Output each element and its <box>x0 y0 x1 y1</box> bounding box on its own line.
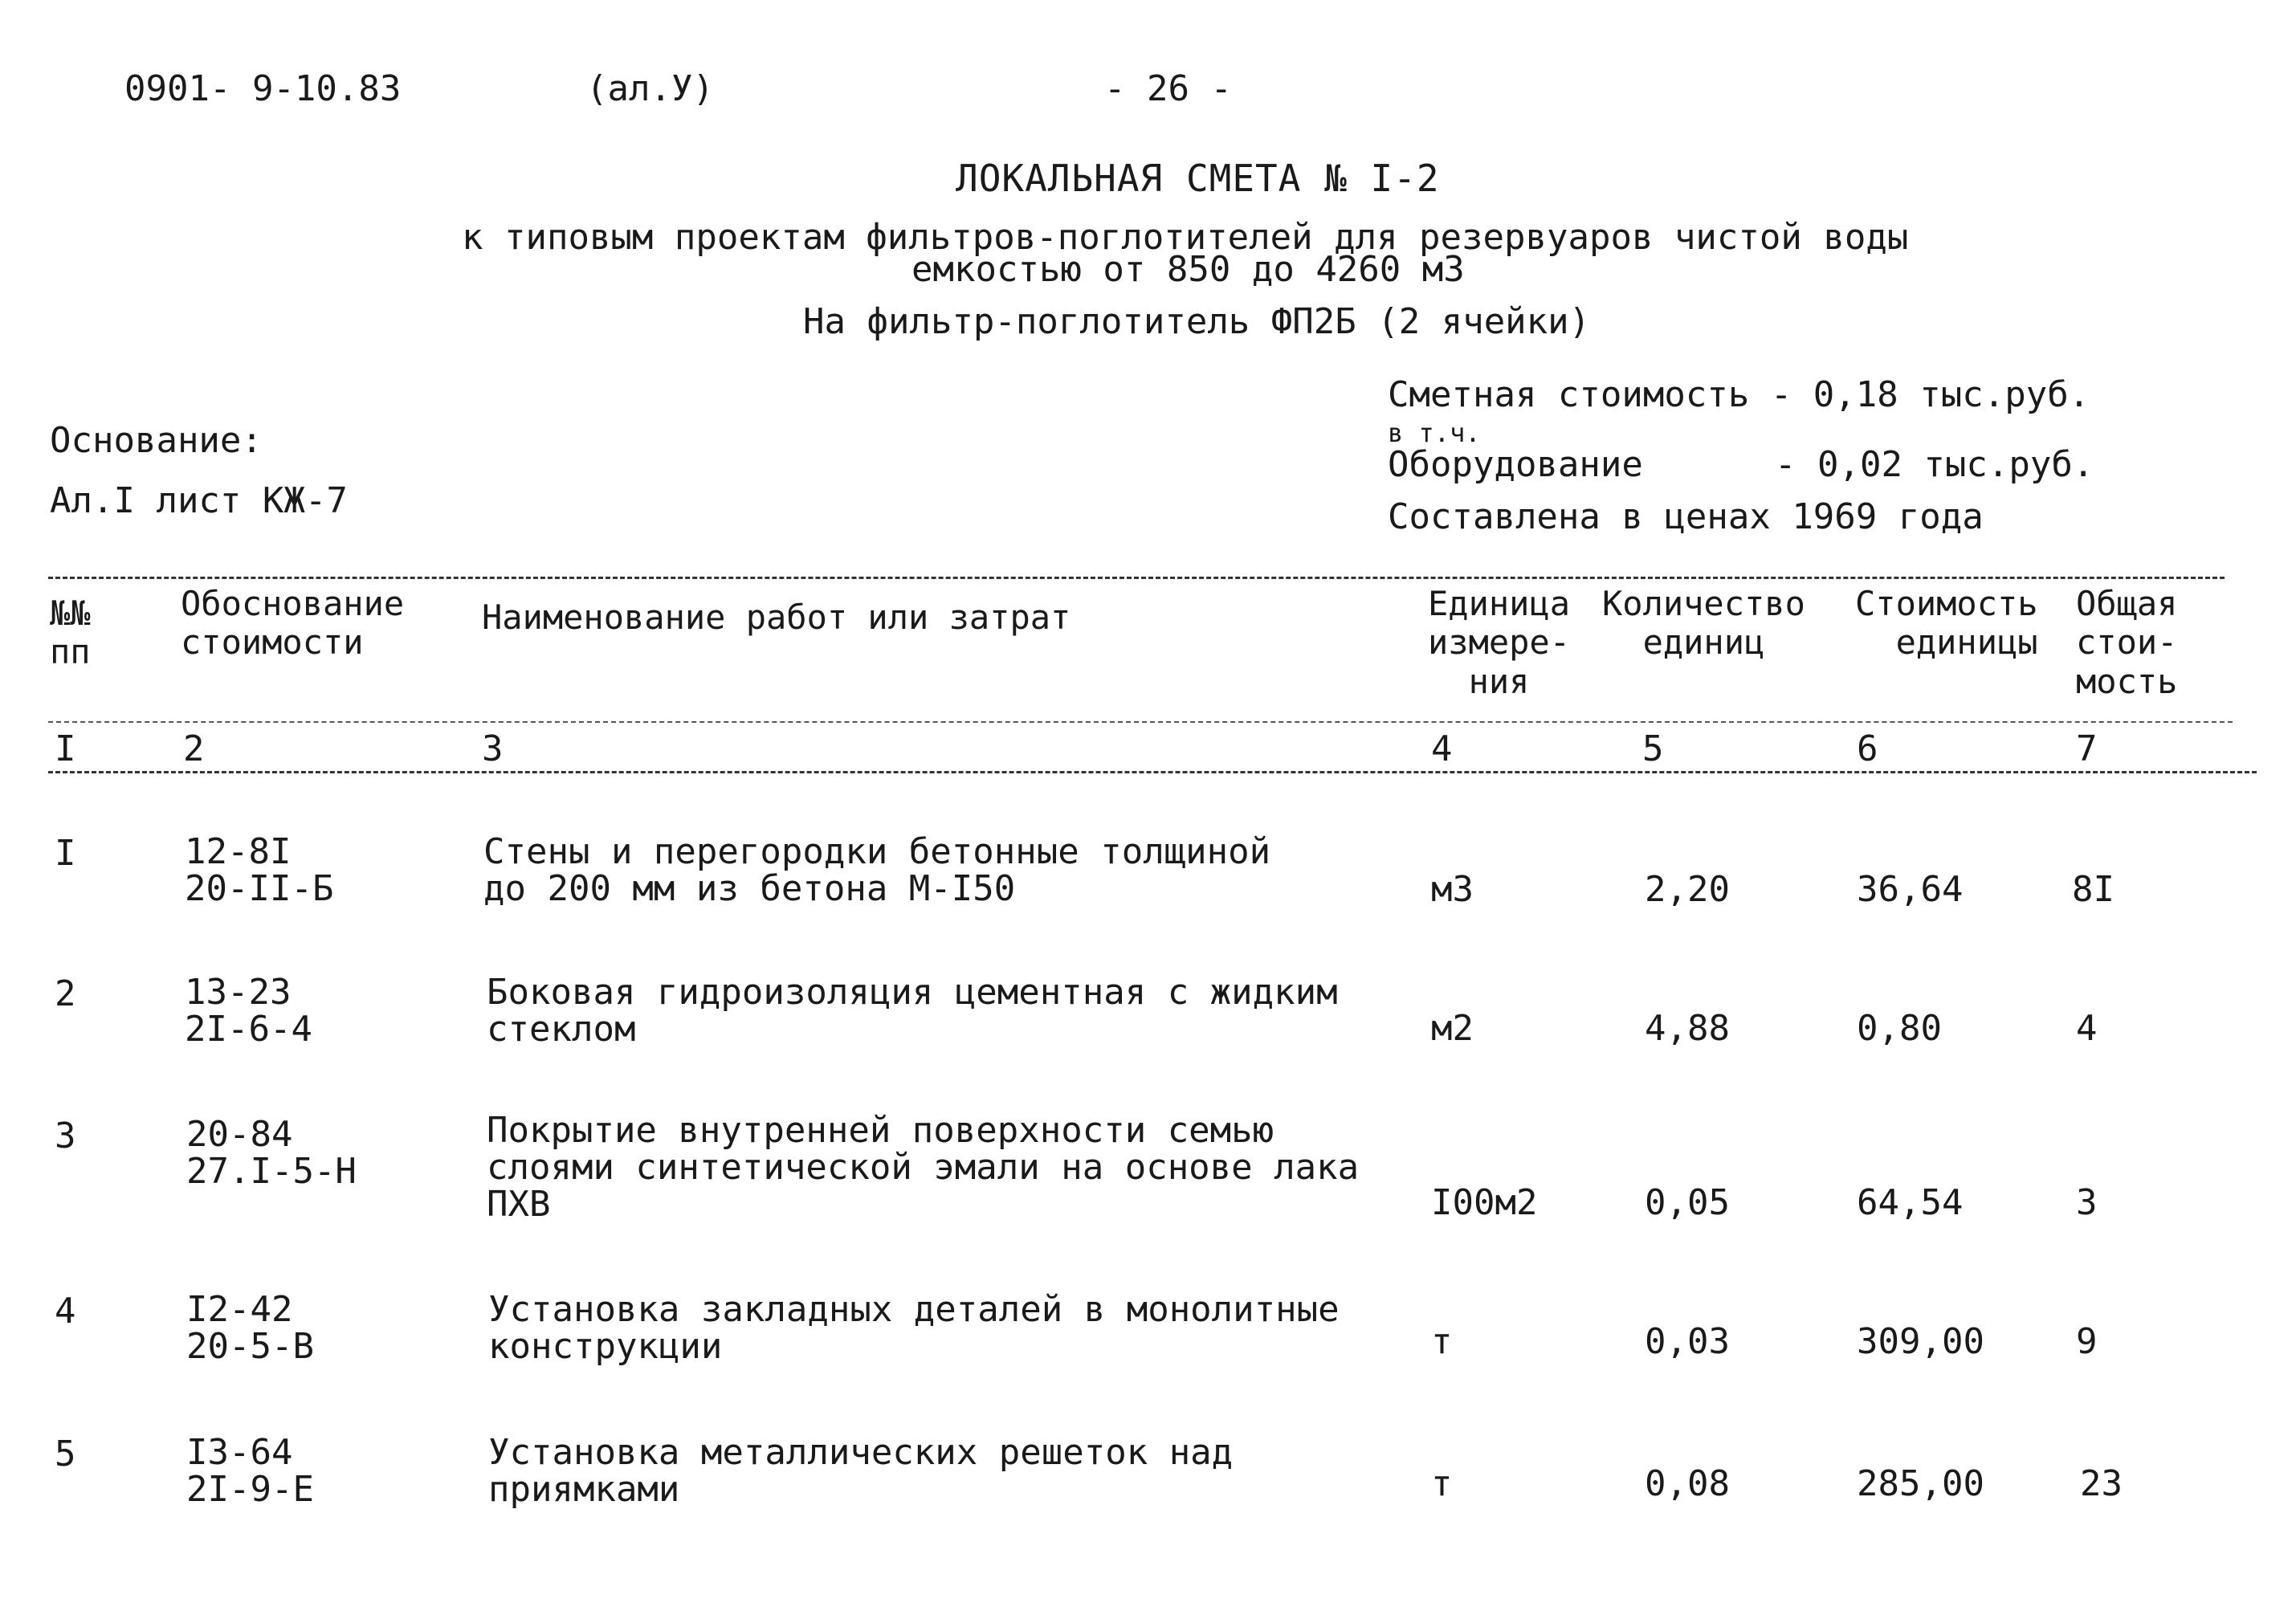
header-col-1-line: №№ <box>50 593 91 633</box>
header-col-7 <box>2076 585 2177 701</box>
row-basis <box>185 831 334 910</box>
row-basis <box>186 1432 314 1511</box>
header-col-6-line: единицы <box>1895 622 2038 663</box>
header-col-3-line: Наименование работ или затрат <box>482 598 1071 637</box>
row-quantity: 4,88 <box>1645 1008 1730 1049</box>
row-quantity: 0,03 <box>1645 1321 1730 1362</box>
header-col-7-line: мость <box>2076 661 2178 701</box>
row-total: 23 <box>2080 1463 2123 1504</box>
header-col-5-line: единиц <box>1642 622 1765 663</box>
row-quantity: 0,05 <box>1645 1182 1730 1223</box>
header-col-4-line: Единица <box>1428 584 1571 623</box>
equipment-label: Оборудование <box>1388 444 1643 485</box>
row-basis-line: I2-42 <box>186 1289 293 1330</box>
row-work-name-line: приямками <box>488 1469 680 1511</box>
row-quantity: 0,08 <box>1645 1463 1730 1504</box>
row-work-name-line: слоями синтетической эмали на основе лака <box>487 1147 1360 1189</box>
row-work-name <box>488 1432 1234 1511</box>
table-top-rule <box>48 577 2225 579</box>
row-unit-price: 36,64 <box>1857 869 1964 910</box>
row-number: 2 <box>55 973 76 1014</box>
estimate-subtitle-line2: емкостью от 850 до 4260 м3 <box>911 249 1465 290</box>
row-basis <box>186 1289 314 1368</box>
estimated-cost: Сметная стоимость - 0,18 тыс.руб. <box>1388 374 2090 415</box>
basis-value: Ал.I лист КЖ-7 <box>50 480 348 521</box>
col-number-1: I <box>55 728 76 769</box>
row-work-name-line: Установка закладных деталей в монолитные <box>488 1289 1340 1330</box>
row-unit: т <box>1431 1463 1453 1504</box>
row-work-name-line: Установка металлических решеток над <box>488 1432 1234 1473</box>
row-total: 9 <box>2076 1321 2098 1362</box>
equipment-cost: - 0,02 тыс.руб. <box>1775 444 2094 485</box>
header-col-4-line: измере- <box>1428 622 1571 663</box>
row-number: 4 <box>55 1291 76 1332</box>
row-basis-line: 2I-6-4 <box>185 1009 312 1050</box>
basis-label: Основание: <box>50 420 263 461</box>
row-work-name-line: Покрытие внутренней поверхности семью <box>487 1110 1274 1151</box>
row-total: 8I <box>2072 869 2115 910</box>
row-basis-line: 20-84 <box>186 1114 293 1155</box>
row-unit: м2 <box>1431 1008 1474 1049</box>
price-level: Составлена в ценах 1969 года <box>1388 496 1984 537</box>
row-basis-line: 27.I-5-Н <box>186 1151 357 1193</box>
table-header-rule <box>48 721 2233 723</box>
col-number-2: 2 <box>183 728 205 769</box>
column-numbers-rule <box>48 771 2257 773</box>
row-unit: т <box>1431 1321 1453 1362</box>
row-basis-line: 12-8I <box>185 831 292 872</box>
header-col-4 <box>1428 585 1570 701</box>
row-basis-line: 20-5-В <box>186 1326 314 1368</box>
document-code: 0901- 9-10.83 <box>124 68 402 109</box>
row-work-name <box>487 974 1338 1048</box>
header-col-2-line: стоимости <box>181 622 364 663</box>
header-col-2-line: Обоснование <box>181 584 405 623</box>
header-col-6 <box>1855 585 2038 663</box>
page-number: - 26 - <box>1104 68 1232 109</box>
header-col-1-line: пп <box>50 632 91 672</box>
row-work-name-line: ПХВ <box>487 1184 551 1226</box>
header-col-5-line: Количество <box>1602 584 1805 623</box>
row-number: 3 <box>55 1116 76 1156</box>
header-col-2 <box>181 585 404 663</box>
row-work-name-line: Стены и перегородки бетонные толщиной <box>483 831 1271 872</box>
col-number-4: 4 <box>1431 728 1453 769</box>
col-number-7: 7 <box>2076 728 2098 769</box>
row-basis <box>185 974 312 1048</box>
row-basis-line: 20-II-Б <box>185 868 334 910</box>
row-work-name <box>483 831 1271 910</box>
row-unit-price: 309,00 <box>1857 1321 1984 1362</box>
row-work-name-line: конструкции <box>488 1326 723 1368</box>
row-work-name-line: Боковая гидроизоляция цементная с жидким <box>487 972 1338 1013</box>
row-work-name-line: до 200 мм из бетона М-I50 <box>483 868 1016 910</box>
row-unit: м3 <box>1431 869 1474 910</box>
row-unit: I00м2 <box>1431 1182 1538 1223</box>
header-col-1 <box>50 594 91 672</box>
header-col-5 <box>1602 585 1805 663</box>
estimate-title: ЛОКАЛЬНАЯ СМЕТА № I-2 <box>956 157 1440 200</box>
header-col-7-line: стои- <box>2076 622 2178 663</box>
row-unit-price: 64,54 <box>1857 1182 1964 1223</box>
row-total: 4 <box>2076 1008 2098 1049</box>
album-label: (ал.У) <box>586 68 714 109</box>
row-quantity: 2,20 <box>1645 869 1730 910</box>
row-basis <box>186 1114 357 1193</box>
estimate-subtitle-line1: к типовым проектам фильтров-поглотителей для резервуаров чистой воды <box>462 217 1909 258</box>
header-col-3 <box>482 598 1071 637</box>
estimate-object: На фильтр-поглотитель ФП2Б (2 ячейки) <box>803 301 1591 342</box>
row-work-name <box>487 1112 1359 1224</box>
col-number-6: 6 <box>1857 728 1878 769</box>
header-col-7-line: Общая <box>2076 584 2178 623</box>
header-col-6-line: Стоимость <box>1855 584 2038 623</box>
row-number: 5 <box>55 1434 76 1475</box>
row-basis-line: 2I-9-Е <box>186 1469 314 1511</box>
row-total: 3 <box>2076 1182 2098 1223</box>
row-unit-price: 0,80 <box>1857 1008 1942 1049</box>
row-work-name-line: стеклом <box>487 1009 636 1050</box>
header-col-4-line: ния <box>1468 661 1530 701</box>
row-unit-price: 285,00 <box>1857 1463 1984 1504</box>
row-basis-line: I3-64 <box>186 1432 293 1473</box>
including-label: в т.ч. <box>1388 418 1481 448</box>
col-number-3: 3 <box>482 728 504 769</box>
row-number: I <box>55 833 76 874</box>
row-work-name <box>488 1289 1340 1368</box>
col-number-5: 5 <box>1642 728 1664 769</box>
row-basis-line: 13-23 <box>185 972 292 1013</box>
